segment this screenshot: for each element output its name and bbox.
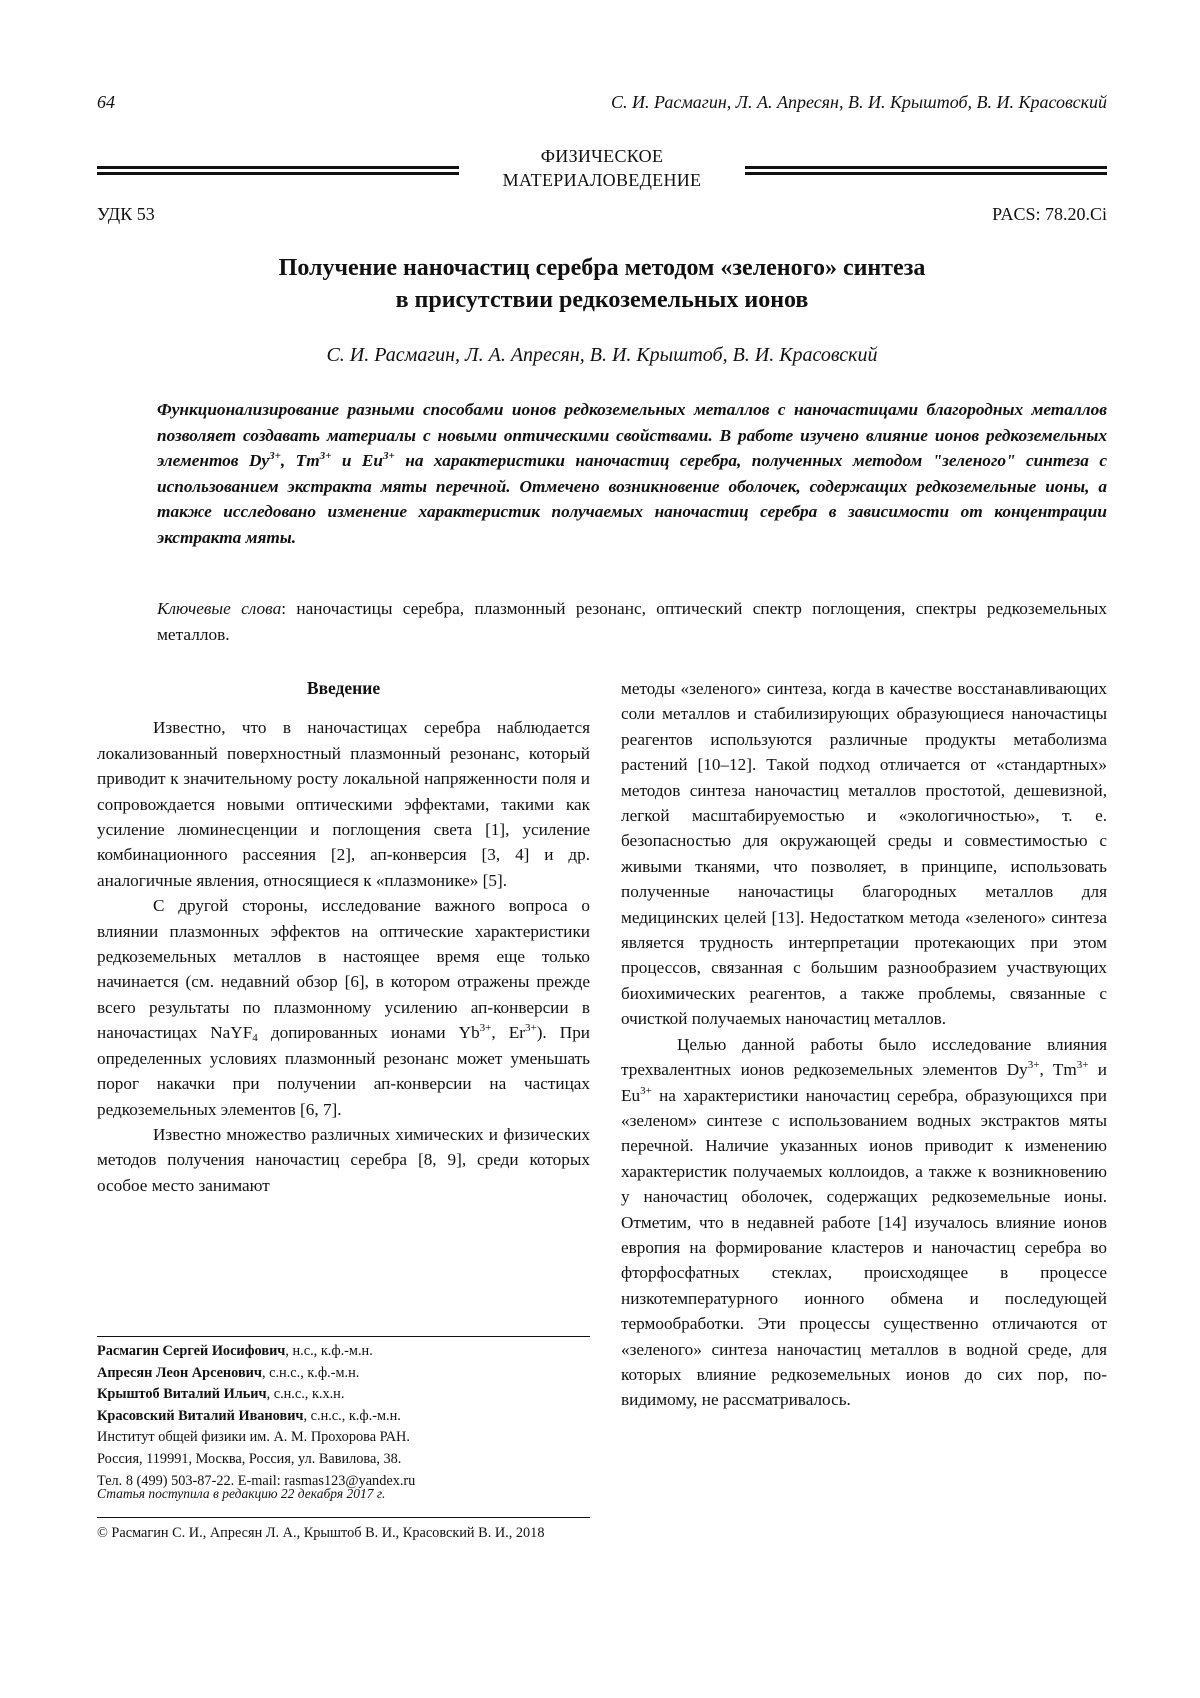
section-name [459, 144, 745, 192]
author-info-4 [97, 1406, 590, 1428]
ion-eu-charge: 3+ [383, 450, 395, 462]
pacs-code: PACS: 78.20.Ci [992, 204, 1107, 225]
author-credentials: , н.с., к.ф.-м.н. [285, 1343, 372, 1359]
section-banner [97, 144, 1107, 196]
udk-code: УДК 53 [97, 204, 155, 225]
column-left [97, 676, 590, 1198]
institute: Институт общей физики им. А. М. Прохорова РАН. [97, 1427, 590, 1449]
ion-tm-charge: 3+ [320, 450, 332, 462]
intro-p2-text-3: ). При определенных условиях плазмонный резонанс может уменьшать порог накачки при получении ап-конверсии на частицах редкоземельных элементов [6, 7]. [97, 1023, 590, 1118]
ion-eu-charge: 3+ [640, 1085, 652, 1097]
article-authors: С. И. Расмагин, Л. А. Апресян, В. И. Крыштоб, В. И. Красовский [97, 344, 1107, 367]
ion-separator: , [1040, 1060, 1053, 1079]
author-name: Крыштоб Виталий Ильич [97, 1386, 267, 1402]
author-info-2 [97, 1363, 590, 1385]
intro-p4-text-1: Целью данной работы было исследование влияния трехвалентных ионов редкоземельных элементов Dy [621, 1035, 1107, 1079]
copyright-divider [97, 1517, 590, 1518]
ion-er-charge: 3+ [525, 1022, 537, 1034]
ion-tm: Tm [296, 451, 320, 470]
copyright: © Расмагин С. И., Апресян Л. А., Крыштоб В. И., Красовский В. И., 2018 [97, 1523, 590, 1545]
intro-paragraph-3-continued: методы «зеленого» синтеза, когда в качестве восстанавливающих соли металлов и стабилизирующих образующиеся наночастицы реагентов используются различные продукты метаболизма растений [10–12]. Такой подход отличается от «стандартных» методов синтеза наночастиц металлов простотой, дешевизной, легкой масштабируемостью и «экологичностью», т. е. безопасностью для окружающей среды и совместимостью с живыми тканями, что позволяет, в принципе, использовать полученные наночастицы благородных металлов для медицинских целей [13]. Недостатком метода «зеленого» синтеза является трудность интерпретации протекающих при этом процессов, связанная с большим разнообразием участвующих биохимических реагентов, а также проблемы, связанные с очисткой получаемых наночастиц металлов. [621, 676, 1107, 1032]
institute-address: Россия, 119991, Москва, Россия, ул. Вавилова, 38. [97, 1449, 590, 1471]
contact-info: Тел. 8 (499) 503-87-22. E-mail: rasmas123@yandex.ru [97, 1471, 590, 1493]
ion-eu: Eu [621, 1086, 640, 1105]
author-name: Красовский Виталий Иванович [97, 1408, 304, 1424]
author-name: Апресян Леон Арсенович [97, 1365, 262, 1381]
author-info-footnote [97, 1341, 590, 1492]
intro-p2-text-2: допированных ионами Yb [258, 1023, 480, 1042]
ion-tm: Tm [1053, 1060, 1077, 1079]
author-credentials: , с.н.с., к.х.н. [267, 1386, 345, 1402]
received-date: Статья поступила в редакцию 22 декабря 2017 г. [97, 1486, 590, 1502]
author-credentials: , с.н.с., к.ф.-м.н. [262, 1365, 359, 1381]
intro-p2-text-1: С другой стороны, исследование важного вопроса о влиянии плазмонных эффектов на оптические характеристики редкоземельных металлов в настоящее время еще только начинается (см. недавний обзор [6], в котором отражены прежде всего результаты по плазмонному усилению ап-конверсии в наночастицах NaYF [97, 896, 590, 1042]
ion-dy-charge: 3+ [269, 450, 281, 462]
banner-rule-left [97, 166, 459, 176]
intro-p4-text-2: на характеристики наночастиц серебра, образующихся при «зеленом» синтезе с использованием водных экстрактов мяты перечной. Наличие указанных ионов приводит к изменению характеристик получаемых коллоидов, а также к возникновению у наночастиц оболочек, содержащих редкоземельные ионы. Отметим, что в недавней работе [14] изучалось влияние ионов европия на формирование кластеров и наночастиц серебра во фторфосфатных стеклах, происходящее в процессе низкотемпературного ионного обмена и последующей термообработки. Эти процессы существенно отличаются от «зеленого» синтеза наночастиц металлов в водной среде, для которых влияние редкоземельных ионов до сих пор, по-видимому, не рассматривалось. [621, 1086, 1107, 1410]
banner-rule-right [745, 166, 1107, 176]
abstract-text-part1: Функционализирование разными способами ионов редкоземельных металлов с наночастицами благородных металлов позволяет создавать материалы с новыми оптическими свойствами. В работе изучено влияние ионов редкоземельных элементов [157, 400, 1107, 470]
author-credentials: , с.н.с., к.ф.-м.н. [304, 1408, 401, 1424]
ion-tm-charge: 3+ [1077, 1059, 1089, 1071]
intro-paragraph-4 [621, 1032, 1107, 1413]
abstract [157, 397, 1107, 550]
abstract-text-part2: на характеристики наночастиц серебра, полученных методом "зеленого" синтеза с использованием экстракта мяты перечной. Отмечено возникновение оболочек, содержащих редкоземельные ионы, а также исследовано изменение характеристик получаемых наночастиц серебра в зависимости от концентрации экстракта мяты. [157, 451, 1107, 547]
article-title [97, 252, 1107, 316]
intro-p2-separator: , Er [491, 1023, 525, 1042]
ion-eu: Eu [362, 451, 383, 470]
ion-dy: Dy [249, 451, 269, 470]
intro-paragraph-1: Известно, что в наночастицах серебра наблюдается локализованный поверхностный плазмонный резонанс, который приводит к значительному росту локальной напряженности поля и сопровождается новыми оптическими эффектами, такими как усиление люминесценции и поглощения света [1], усиление комбинационного рассеяния [2], ап-конверсия [3, 4] и др. аналогичные явления, относящиеся к «плазмонике» [5]. [97, 715, 590, 893]
article-title-line1: Получение наночастиц серебра методом «зеленого» синтеза [97, 252, 1107, 284]
running-head-authors: С. И. Расмагин, Л. А. Апресян, В. И. Крыштоб, В. И. Красовский [611, 92, 1107, 113]
column-right [621, 676, 1107, 1413]
ion-conjunction: и [1088, 1060, 1107, 1079]
running-head [97, 92, 1107, 116]
section-name-line1: ФИЗИЧЕСКОЕ [459, 144, 745, 168]
section-heading-introduction: Введение [97, 676, 590, 701]
author-name: Расмагин Сергей Иосифович [97, 1343, 285, 1359]
section-name-line2: МАТЕРИАЛОВЕДЕНИЕ [459, 168, 745, 192]
ion-dy-charge: 3+ [1028, 1059, 1040, 1071]
naYf-subscript: 4 [252, 1032, 258, 1044]
ion-conjunction: и [331, 451, 361, 470]
intro-paragraph-3: Известно множество различных химических и физических методов получения наночастиц серебра [8, 9], среди которых особое место занимают [97, 1122, 590, 1198]
author-info-3 [97, 1384, 590, 1406]
page-number: 64 [97, 92, 115, 113]
journal-page [97, 84, 1107, 1644]
ion-yb-charge: 3+ [480, 1022, 492, 1034]
article-title-line2: в присутствии редкоземельных ионов [97, 284, 1107, 316]
footnote-divider [97, 1336, 590, 1337]
keywords-label: Ключевые слова [157, 599, 281, 618]
keywords [157, 596, 1107, 647]
keywords-text: : наночастицы серебра, плазмонный резонанс, оптический спектр поглощения, спектры редкоземельных металлов. [157, 599, 1107, 644]
ion-separator: , [281, 451, 296, 470]
intro-paragraph-2 [97, 893, 590, 1122]
author-info-1 [97, 1341, 590, 1363]
